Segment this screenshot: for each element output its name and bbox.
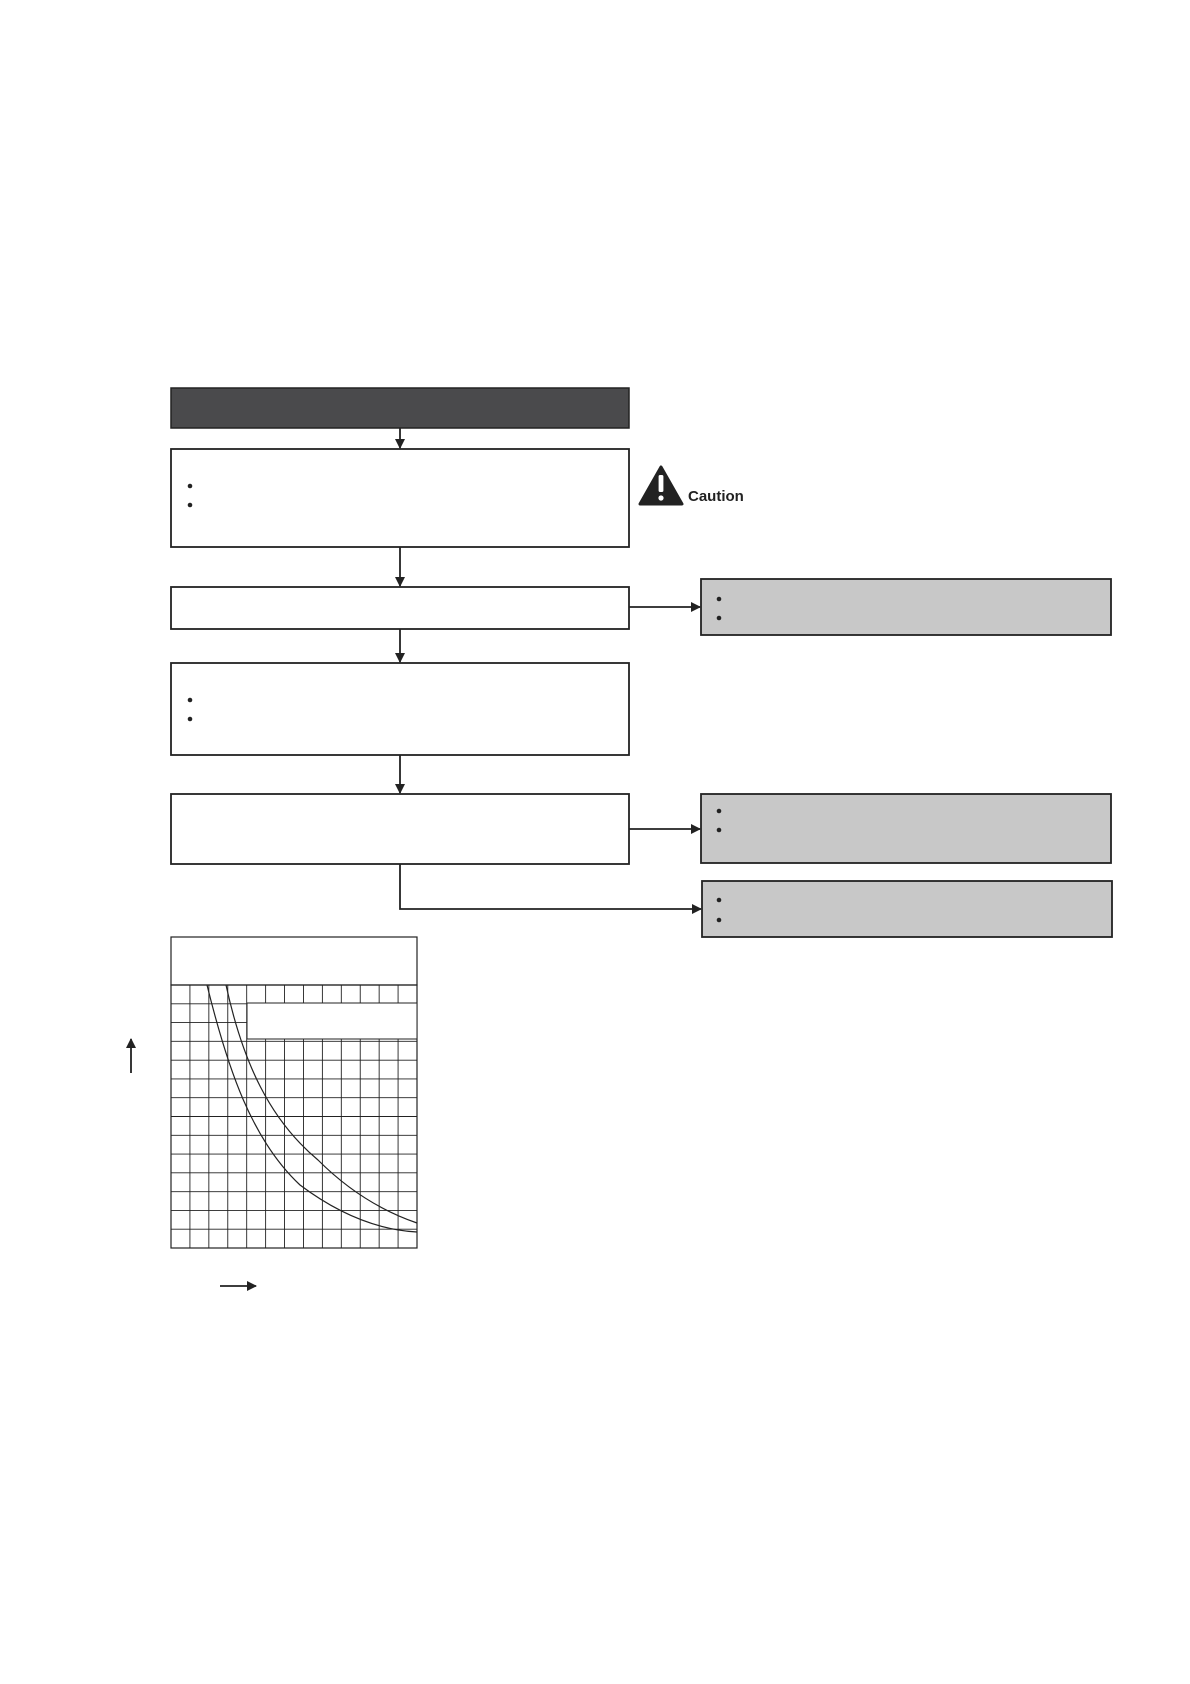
- bullet: [717, 809, 722, 814]
- caution-label: Caution: [688, 488, 744, 505]
- flow-step-1-box: [171, 449, 629, 547]
- result-box-3: [702, 881, 1112, 937]
- result-box-2: [701, 794, 1111, 863]
- connector-arrow: [400, 864, 701, 909]
- bullet: [188, 717, 193, 722]
- bullet: [188, 698, 193, 703]
- bullet: [717, 898, 722, 903]
- flow-step-4-box: [171, 794, 629, 864]
- result-box-1: [701, 579, 1111, 635]
- chart-legend-box: [247, 1003, 417, 1039]
- bullet: [717, 597, 722, 602]
- bullet: [717, 616, 722, 621]
- flow-header-bar: [171, 388, 629, 428]
- bullet: [188, 484, 193, 489]
- chart-title-area: [171, 937, 417, 985]
- warning-triangle-icon: [640, 467, 682, 504]
- flow-step-2-box: [171, 587, 629, 629]
- bullet: [188, 503, 193, 508]
- curve-chart: [171, 937, 417, 1248]
- bullet: [717, 828, 722, 833]
- flow-step-3-box: [171, 663, 629, 755]
- bullet: [717, 918, 722, 923]
